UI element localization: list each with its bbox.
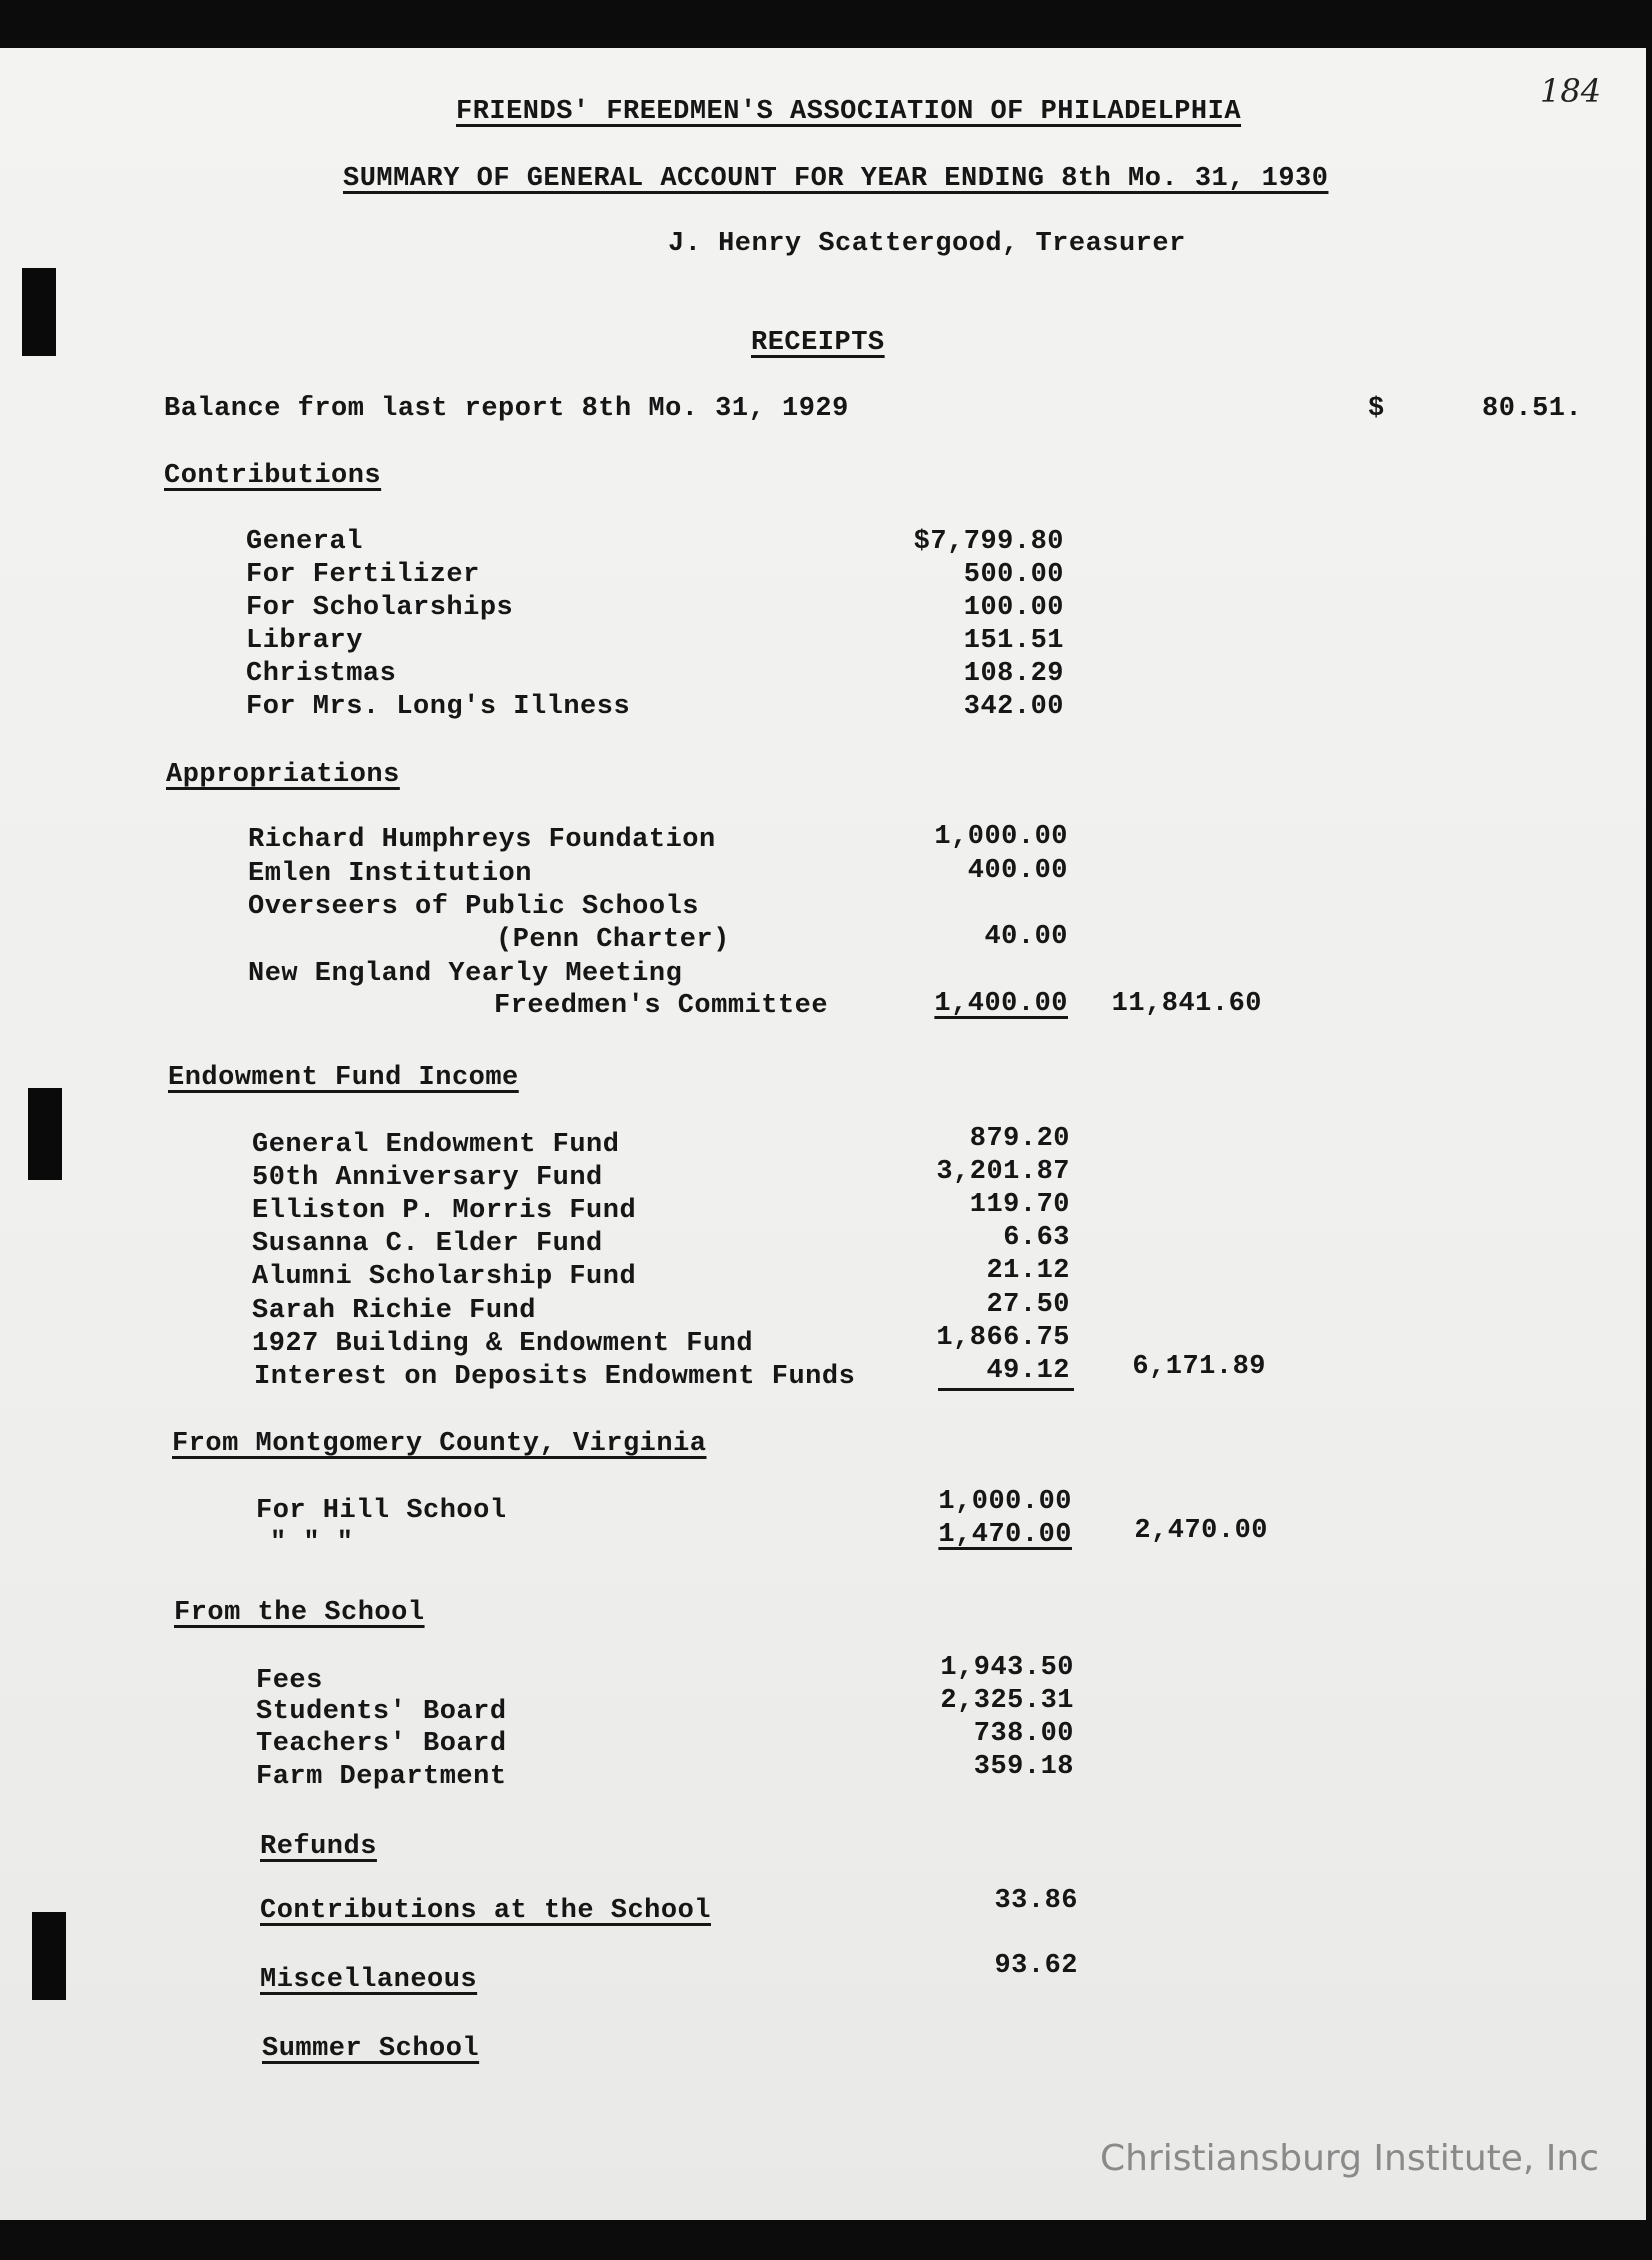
list-item-label: 1927 Building & Endowment Fund bbox=[252, 1329, 754, 1359]
treasurer-line: J. Henry Scattergood, Treasurer bbox=[668, 229, 1186, 259]
endowment-total: 6,171.89 bbox=[1132, 1352, 1266, 1382]
scan-bottom-border bbox=[0, 2220, 1652, 2260]
contributions-heading: Contributions bbox=[164, 461, 382, 491]
list-item-label: Teachers' Board bbox=[256, 1729, 507, 1759]
list-item-label: Overseers of Public Schools bbox=[248, 892, 699, 922]
miscellaneous-amount: 93.62 bbox=[994, 1951, 1078, 1981]
list-item-amount: 119.70 bbox=[969, 1190, 1070, 1220]
list-item-label: For Hill School bbox=[256, 1496, 507, 1526]
montgomery-total: 2,470.00 bbox=[1134, 1516, 1268, 1546]
school-contributions-label: Contributions at the School bbox=[260, 1896, 711, 1926]
list-item-amount: 1,400.00 bbox=[934, 989, 1068, 1019]
list-item-label: " " " bbox=[270, 1528, 354, 1558]
list-item-label: General Endowment Fund bbox=[252, 1130, 620, 1160]
list-item-amount: 400.00 bbox=[967, 856, 1068, 886]
school-contributions-amount: 33.86 bbox=[994, 1886, 1078, 1916]
summary-title: SUMMARY OF GENERAL ACCOUNT FOR YEAR ENDING 8th Mo. 31, 1930 bbox=[343, 164, 1329, 194]
list-item-amount: 1,943.50 bbox=[940, 1653, 1074, 1683]
list-item-amount: 21.12 bbox=[986, 1256, 1070, 1286]
list-item-label: For Mrs. Long's Illness bbox=[246, 692, 631, 722]
scan-top-border bbox=[0, 0, 1652, 48]
list-item-label: Emlen Institution bbox=[248, 859, 532, 889]
binder-mark-middle bbox=[28, 1088, 62, 1180]
watermark: Christiansburg Institute, Inc bbox=[1100, 2138, 1600, 2179]
list-item-label: Christmas bbox=[246, 659, 397, 689]
appropriations-total: 11,841.60 bbox=[1111, 989, 1262, 1019]
montgomery-heading: From Montgomery County, Virginia bbox=[172, 1429, 707, 1459]
list-item-label: Susanna C. Elder Fund bbox=[252, 1229, 603, 1259]
list-item-amount: 3,201.87 bbox=[936, 1157, 1070, 1187]
balance-label: Balance from last report 8th Mo. 31, 1929 bbox=[164, 394, 849, 424]
list-item-amount: 1,000.00 bbox=[934, 822, 1068, 852]
list-item-label: Farm Department bbox=[256, 1762, 507, 1792]
list-item-label: Sarah Richie Fund bbox=[252, 1296, 536, 1326]
list-item-amount: 2,325.31 bbox=[940, 1686, 1074, 1716]
binder-mark-bottom bbox=[32, 1912, 66, 2000]
list-item-label: Richard Humphreys Foundation bbox=[248, 825, 716, 855]
list-item-amount: 1,000.00 bbox=[938, 1487, 1072, 1517]
list-item-amount: 40.00 bbox=[984, 922, 1068, 952]
miscellaneous-label: Miscellaneous bbox=[260, 1965, 478, 1995]
list-item-label: For Scholarships bbox=[246, 593, 514, 623]
org-title: FRIENDS' FREEDMEN'S ASSOCIATION OF PHILADELPHIA bbox=[456, 97, 1242, 127]
endowment-heading: Endowment Fund Income bbox=[168, 1063, 519, 1093]
balance-amount: 80.51. bbox=[1482, 394, 1583, 424]
list-item-label: Library bbox=[246, 626, 363, 656]
list-item-label: Elliston P. Morris Fund bbox=[252, 1196, 637, 1226]
list-item-amount: 6.63 bbox=[1003, 1223, 1070, 1253]
receipts-heading: RECEIPTS bbox=[751, 328, 885, 358]
refunds-heading: Refunds bbox=[260, 1832, 377, 1862]
list-item-amount: 100.00 bbox=[963, 593, 1064, 623]
list-item-amount: 49.12 bbox=[986, 1356, 1070, 1386]
binder-mark-top bbox=[22, 268, 56, 356]
list-item-label: Alumni Scholarship Fund bbox=[252, 1262, 637, 1292]
list-item-amount: 1,470.00 bbox=[938, 1520, 1072, 1550]
list-item-label: For Fertilizer bbox=[246, 560, 480, 590]
list-item-amount: 151.51 bbox=[963, 626, 1064, 656]
list-item-label: Students' Board bbox=[256, 1697, 507, 1727]
list-item-label: New England Yearly Meeting bbox=[248, 959, 683, 989]
endowment-sum-rule bbox=[938, 1388, 1074, 1391]
list-item-amount: $7,799.80 bbox=[913, 527, 1064, 557]
list-item-label: Interest on Deposits Endowment Funds bbox=[254, 1362, 856, 1392]
list-item-amount: 500.00 bbox=[963, 560, 1064, 590]
list-item-amount: 342.00 bbox=[963, 692, 1064, 722]
summer-school-label: Summer School bbox=[262, 2034, 480, 2064]
list-item-amount: 359.18 bbox=[973, 1752, 1074, 1782]
list-item-amount: 108.29 bbox=[963, 659, 1064, 689]
list-item-amount: 738.00 bbox=[973, 1719, 1074, 1749]
list-item-label: Fees bbox=[256, 1666, 323, 1696]
list-item-label: 50th Anniversary Fund bbox=[252, 1163, 603, 1193]
document-page bbox=[0, 48, 1646, 2220]
school-heading: From the School bbox=[174, 1598, 425, 1628]
list-item-amount: 1,866.75 bbox=[936, 1323, 1070, 1353]
list-item-label: (Penn Charter) bbox=[496, 925, 730, 955]
list-item-amount: 27.50 bbox=[986, 1290, 1070, 1320]
page-number: 184 bbox=[1540, 72, 1602, 110]
appropriations-heading: Appropriations bbox=[166, 760, 400, 790]
balance-currency: $ bbox=[1368, 394, 1385, 424]
list-item-label: General bbox=[246, 527, 363, 557]
list-item-label: Freedmen's Committee bbox=[494, 991, 829, 1021]
list-item-amount: 879.20 bbox=[969, 1124, 1070, 1154]
